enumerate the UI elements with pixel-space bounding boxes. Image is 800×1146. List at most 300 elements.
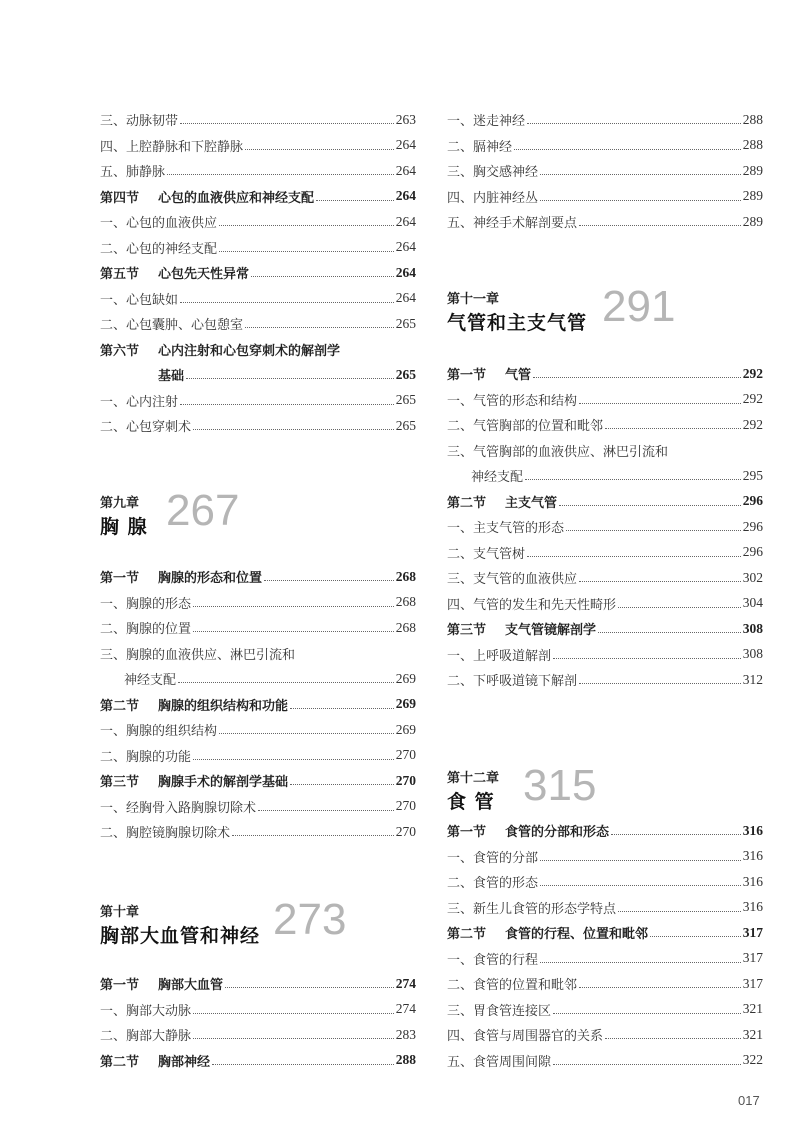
toc-item-row [447, 565, 763, 591]
toc-item-row [447, 540, 763, 566]
toc-right-block-3 [447, 818, 763, 1073]
toc-item-row [100, 286, 416, 312]
toc-entry-title [447, 136, 512, 155]
dot-leader [232, 835, 394, 836]
entry-text: 心内注射和心包穿刺术的解剖学 [158, 343, 341, 359]
entry-text: 神经支配 [471, 470, 524, 486]
toc-entry-title [100, 593, 191, 612]
toc-entry-title [100, 136, 243, 155]
dot-leader [193, 1038, 394, 1039]
entry-page-number: 264 [395, 137, 416, 153]
chapter-title: 胸部大血管和神经 [100, 925, 261, 947]
toc-item-row [447, 438, 763, 464]
toc-item-row [100, 107, 416, 133]
entry-text: 四、内脏神经丛 [447, 190, 539, 206]
entry-text: 三、新生儿食管的形态学特点 [447, 901, 617, 917]
toc-entry-title [100, 746, 191, 765]
entry-page-number: 295 [742, 467, 763, 483]
toc-entry-title [447, 872, 538, 891]
toc-item-row [447, 514, 763, 540]
entry-page-number: 317 [742, 950, 763, 966]
entry-page-number: 317 [742, 975, 763, 991]
chapter-page: 315 [523, 761, 597, 810]
toc-entry-title [447, 364, 531, 383]
toc-entry-title [100, 644, 295, 663]
toc-section-row [100, 564, 416, 590]
toc-item-row [447, 158, 763, 184]
toc-item-row [447, 642, 763, 668]
entry-text: 气管 [505, 368, 532, 384]
toc-item-row [100, 133, 416, 159]
toc-entry-title [447, 619, 596, 638]
dot-leader [579, 225, 741, 226]
toc-item-row [447, 1022, 763, 1048]
dot-leader [650, 936, 741, 937]
toc-section-row [100, 971, 416, 997]
entry-page-number: 296 [742, 518, 763, 534]
toc-item-row [447, 667, 763, 693]
toc-section-row [100, 362, 416, 388]
toc-entry-title [447, 390, 577, 409]
dot-leader [579, 581, 741, 582]
toc-entry-title [447, 898, 616, 917]
toc-entry-title [100, 618, 191, 637]
toc-entry-title [100, 797, 256, 816]
section-label: 第一节 [447, 825, 487, 841]
toc-entry-title [447, 492, 557, 511]
toc-section-row [100, 768, 416, 794]
chapter-title: 食 管 [447, 791, 495, 813]
entry-page-number: 316 [742, 873, 763, 889]
section-label: 第一节 [100, 571, 140, 587]
entry-page-number: 270 [395, 747, 416, 763]
dot-leader [193, 429, 394, 430]
toc-entry-title [447, 161, 538, 180]
entry-page-number: 312 [742, 671, 763, 687]
entry-text: 五、肺静脉 [100, 165, 166, 181]
toc-item-row [100, 590, 416, 616]
toc-item-row [100, 209, 416, 235]
entry-text: 三、胸腺的血液供应、淋巴引流和 [100, 647, 296, 663]
dot-leader [251, 276, 394, 277]
toc-entry-title [100, 365, 184, 384]
chapter-title: 气管和主支气管 [447, 312, 588, 334]
entry-text: 二、下呼吸道镜下解剖 [447, 674, 578, 690]
entry-page-number: 321 [742, 1001, 763, 1017]
entry-text: 胸腺手术的解剖学基础 [158, 775, 289, 791]
dot-leader [258, 810, 394, 811]
entry-page-number: 292 [742, 365, 763, 381]
dot-leader [540, 962, 741, 963]
toc-entry-title [100, 974, 223, 993]
chapter-label: 第十二章 [447, 771, 500, 786]
dot-leader [540, 860, 741, 861]
entry-page-number: 283 [395, 1026, 416, 1042]
chapter-label: 第九章 [100, 496, 140, 511]
entry-text: 一、食管的行程 [447, 952, 539, 968]
entry-text: 一、上呼吸道解剖 [447, 648, 552, 664]
entry-text: 三、胸交感神经 [447, 165, 539, 181]
entry-text: 二、心包囊肿、心包憩室 [100, 318, 244, 334]
entry-text: 二、气管胸部的位置和毗邻 [447, 419, 604, 435]
entry-text: 二、胸腺的功能 [100, 749, 192, 765]
toc-item-row [447, 463, 763, 489]
toc-left-block-3 [100, 971, 416, 1073]
dot-leader [559, 505, 741, 506]
section-label: 第三节 [100, 775, 140, 791]
entry-text: 五、食管周围间隙 [447, 1054, 552, 1070]
entry-text: 胸腺的组织结构和功能 [158, 698, 289, 714]
toc-entry-title [447, 1051, 551, 1070]
toc-entry-title [100, 263, 249, 282]
section-label: 第二节 [100, 698, 140, 714]
dot-leader [219, 251, 394, 252]
toc-section-row [100, 1048, 416, 1074]
dot-leader [193, 1013, 394, 1014]
toc-item-row [447, 412, 763, 438]
dot-leader [527, 123, 741, 124]
dot-leader [525, 479, 741, 480]
dot-leader [212, 1064, 394, 1065]
toc-item-row [100, 615, 416, 641]
toc-item-row [100, 717, 416, 743]
toc-section-row [100, 260, 416, 286]
toc-item-row [100, 235, 416, 261]
toc-entry-title [447, 1025, 603, 1044]
entry-page-number: 317 [742, 924, 763, 940]
dot-leader [225, 987, 394, 988]
entry-text: 二、胸腺的位置 [100, 622, 192, 638]
toc-entry-title [100, 110, 178, 129]
toc-entry-title [100, 340, 340, 359]
section-label: 第五节 [100, 267, 140, 283]
dot-leader [598, 632, 741, 633]
dot-leader [540, 885, 741, 886]
entry-text: 胸部大血管 [158, 978, 224, 994]
toc-item-row [447, 209, 763, 235]
entry-page-number: 265 [395, 366, 416, 382]
entry-text: 一、经胸骨入路胸腺切除术 [100, 800, 257, 816]
toc-entry-title [100, 720, 217, 739]
toc-section-row [100, 692, 416, 718]
entry-text: 四、上腔静脉和下腔静脉 [100, 139, 244, 155]
toc-item-row [100, 158, 416, 184]
dot-leader [316, 200, 394, 201]
toc-entry-title [447, 543, 525, 562]
dot-leader [618, 911, 741, 912]
toc-item-row [100, 997, 416, 1023]
section-label: 第一节 [100, 978, 140, 994]
chapter-page: 267 [166, 486, 240, 535]
entry-page-number: 274 [395, 1001, 416, 1017]
dot-leader [180, 123, 394, 124]
toc-entry-title [447, 645, 551, 664]
entry-page-number: 268 [395, 568, 416, 584]
toc-entry-title [100, 771, 288, 790]
toc-entry-title [100, 822, 230, 841]
entry-text: 二、食管的位置和毗邻 [447, 978, 578, 994]
dot-leader [540, 174, 741, 175]
entry-page-number: 264 [395, 264, 416, 280]
dot-leader [193, 631, 394, 632]
toc-entry-title [447, 974, 577, 993]
toc-entry-title [100, 1025, 191, 1044]
toc-entry-title [447, 187, 538, 206]
entry-text: 一、心内注射 [100, 394, 179, 410]
toc-entry-title [447, 110, 525, 129]
entry-page-number: 270 [395, 823, 416, 839]
entry-page-number: 265 [395, 315, 416, 331]
toc-item-row [447, 946, 763, 972]
entry-text: 二、胸部大静脉 [100, 1029, 192, 1045]
toc-item-row [447, 184, 763, 210]
toc-entry-title [100, 695, 288, 714]
dot-leader [579, 683, 741, 684]
dot-leader [605, 1038, 741, 1039]
dot-leader [514, 149, 741, 150]
toc-item-row [100, 666, 416, 692]
toc-entry-title [447, 568, 577, 587]
chapter-title: 胸 腺 [100, 516, 148, 538]
dot-leader [219, 225, 394, 226]
toc-entry-title [100, 391, 178, 410]
section-label: 第二节 [447, 927, 487, 943]
toc-section-row [100, 337, 416, 363]
toc-item-row [100, 794, 416, 820]
chapter-10-heading [100, 895, 416, 961]
entry-text: 支气管镜解剖学 [505, 623, 597, 639]
entry-page-number: 268 [395, 594, 416, 610]
dot-leader [193, 759, 394, 760]
entry-page-number: 316 [742, 848, 763, 864]
page-number: 017 [738, 1093, 760, 1108]
toc-item-row [100, 388, 416, 414]
dot-leader [219, 733, 394, 734]
entry-text: 四、食管与周围器官的关系 [447, 1029, 604, 1045]
entry-page-number: 304 [742, 595, 763, 611]
toc-entry-title [447, 212, 577, 231]
entry-page-number: 296 [742, 544, 763, 560]
toc-entry-title [100, 1051, 210, 1070]
toc-entry-title [447, 923, 648, 942]
dot-leader [264, 580, 394, 581]
entry-page-number: 270 [395, 798, 416, 814]
chapter-11-heading [447, 282, 763, 348]
toc-entry-title [100, 238, 217, 257]
entry-page-number: 316 [742, 822, 763, 838]
dot-leader [579, 987, 741, 988]
entry-text: 心包先天性异常 [158, 267, 250, 283]
dot-leader [553, 658, 741, 659]
entry-text: 一、主支气管的形态 [447, 521, 565, 537]
entry-page-number: 269 [395, 670, 416, 686]
entry-page-number: 321 [742, 1026, 763, 1042]
dot-leader [579, 403, 741, 404]
dot-leader [180, 302, 394, 303]
toc-entry-title [100, 212, 217, 231]
toc-item-row [447, 997, 763, 1023]
dot-leader [180, 404, 394, 405]
toc-item-row [447, 591, 763, 617]
toc-item-row [447, 895, 763, 921]
toc-section-row [447, 818, 763, 844]
toc-item-row [100, 1022, 416, 1048]
entry-page-number: 308 [742, 646, 763, 662]
dot-leader [193, 606, 394, 607]
dot-leader [186, 378, 394, 379]
toc-entry-title [447, 847, 538, 866]
entry-text: 三、胃食管连接区 [447, 1003, 552, 1019]
chapter-label: 第十章 [100, 905, 140, 920]
chapter-page: 291 [602, 282, 676, 331]
section-label: 第二节 [447, 495, 487, 511]
toc-entry-title [447, 415, 603, 434]
dot-leader [553, 1064, 741, 1065]
toc-item-row [100, 641, 416, 667]
dot-leader [290, 784, 394, 785]
entry-text: 一、胸部大动脉 [100, 1003, 192, 1019]
entry-page-number: 269 [395, 696, 416, 712]
toc-left-block-2 [100, 564, 416, 845]
entry-text: 二、心包穿刺术 [100, 420, 192, 436]
entry-text: 二、支气管树 [447, 546, 526, 562]
entry-text: 二、食管的形态 [447, 876, 539, 892]
entry-text: 二、膈神经 [447, 139, 513, 155]
section-label: 第一节 [447, 368, 487, 384]
toc-section-row [447, 920, 763, 946]
entry-page-number: 292 [742, 416, 763, 432]
chapter-9-heading [100, 486, 416, 552]
entry-text: 一、心包的血液供应 [100, 216, 218, 232]
section-label: 第二节 [100, 1054, 140, 1070]
entry-text: 三、气管胸部的血液供应、淋巴引流和 [447, 444, 669, 460]
toc-entry-title [100, 1000, 191, 1019]
entry-text: 三、动脉韧带 [100, 114, 179, 130]
dot-leader [540, 200, 741, 201]
entry-text: 食管的分部和形态 [505, 825, 610, 841]
entry-text: 一、心包缺如 [100, 292, 179, 308]
dot-leader [290, 708, 394, 709]
entry-text: 胸部神经 [158, 1054, 211, 1070]
entry-page-number: 288 [742, 111, 763, 127]
toc-entry-title [100, 314, 243, 333]
entry-page-number: 269 [395, 721, 416, 737]
entry-page-number: 270 [395, 772, 416, 788]
dot-leader [245, 149, 394, 150]
entry-text: 一、气管的形态和结构 [447, 393, 578, 409]
entry-page-number: 264 [395, 290, 416, 306]
entry-text: 一、迷走神经 [447, 114, 526, 130]
entry-text: 神经支配 [124, 673, 177, 689]
dot-leader [178, 682, 394, 683]
toc-entry-title [447, 670, 577, 689]
toc-entry-title [100, 416, 191, 435]
toc-entry-title [100, 161, 165, 180]
toc-section-row [447, 616, 763, 642]
toc-entry-title [447, 594, 616, 613]
entry-page-number: 289 [742, 213, 763, 229]
entry-page-number: 308 [742, 620, 763, 636]
toc-section-row [447, 489, 763, 515]
entry-page-number: 288 [395, 1052, 416, 1068]
entry-page-number: 292 [742, 391, 763, 407]
toc-entry-title [447, 517, 564, 536]
entry-text: 三、支气管的血液供应 [447, 572, 578, 588]
toc-entry-title [447, 1000, 551, 1019]
chapter-label: 第十一章 [447, 292, 500, 307]
entry-text: 四、气管的发生和先天性畸形 [447, 597, 617, 613]
entry-text: 五、神经手术解剖要点 [447, 216, 578, 232]
entry-text: 一、胸腺的组织结构 [100, 724, 218, 740]
toc-entry-title [100, 669, 176, 688]
toc-item-row [447, 869, 763, 895]
entry-page-number: 322 [742, 1052, 763, 1068]
toc-item-row [447, 844, 763, 870]
entry-text: 胸腺的形态和位置 [158, 571, 263, 587]
entry-page-number: 316 [742, 899, 763, 915]
toc-right-block-1 [447, 107, 763, 235]
entry-page-number: 289 [742, 162, 763, 178]
entry-text: 食管的行程、位置和毗邻 [505, 927, 649, 943]
entry-text: 基础 [158, 369, 185, 385]
toc-entry-title [447, 466, 523, 485]
entry-page-number: 264 [395, 188, 416, 204]
toc-entry-title [100, 567, 262, 586]
dot-leader [527, 556, 741, 557]
section-label: 第三节 [447, 623, 487, 639]
dot-leader [245, 327, 394, 328]
entry-page-number: 289 [742, 188, 763, 204]
entry-text: 一、食管的分部 [447, 850, 539, 866]
toc-item-row [100, 413, 416, 439]
entry-page-number: 264 [395, 239, 416, 255]
entry-page-number: 288 [742, 137, 763, 153]
toc-entry-title [447, 821, 609, 840]
toc-left-block-1 [100, 107, 416, 439]
entry-page-number: 264 [395, 162, 416, 178]
toc-item-row [100, 311, 416, 337]
toc-entry-title [100, 289, 178, 308]
chapter-page: 273 [273, 895, 347, 944]
toc-entry-title [447, 441, 668, 460]
toc-entry-title [100, 187, 314, 206]
entry-text: 二、胸腔镜胸腺切除术 [100, 826, 231, 842]
toc-item-row [100, 743, 416, 769]
section-label: 第六节 [100, 343, 140, 359]
toc-item-row [447, 387, 763, 413]
entry-text: 二、心包的神经支配 [100, 241, 218, 257]
entry-page-number: 263 [395, 111, 416, 127]
entry-text: 一、胸腺的形态 [100, 596, 192, 612]
toc-section-row [447, 361, 763, 387]
toc-item-row [447, 1048, 763, 1074]
toc-item-row [100, 819, 416, 845]
dot-leader [618, 607, 741, 608]
entry-page-number: 265 [395, 392, 416, 408]
dot-leader [553, 1013, 741, 1014]
entry-page-number: 274 [395, 975, 416, 991]
entry-text: 心包的血液供应和神经支配 [158, 190, 315, 206]
entry-page-number: 265 [395, 417, 416, 433]
dot-leader [611, 834, 741, 835]
dot-leader [167, 174, 394, 175]
toc-item-row [447, 971, 763, 997]
dot-leader [533, 377, 741, 378]
toc-item-row [447, 133, 763, 159]
toc-entry-title [447, 949, 538, 968]
entry-page-number: 302 [742, 569, 763, 585]
section-label: 第四节 [100, 190, 140, 206]
